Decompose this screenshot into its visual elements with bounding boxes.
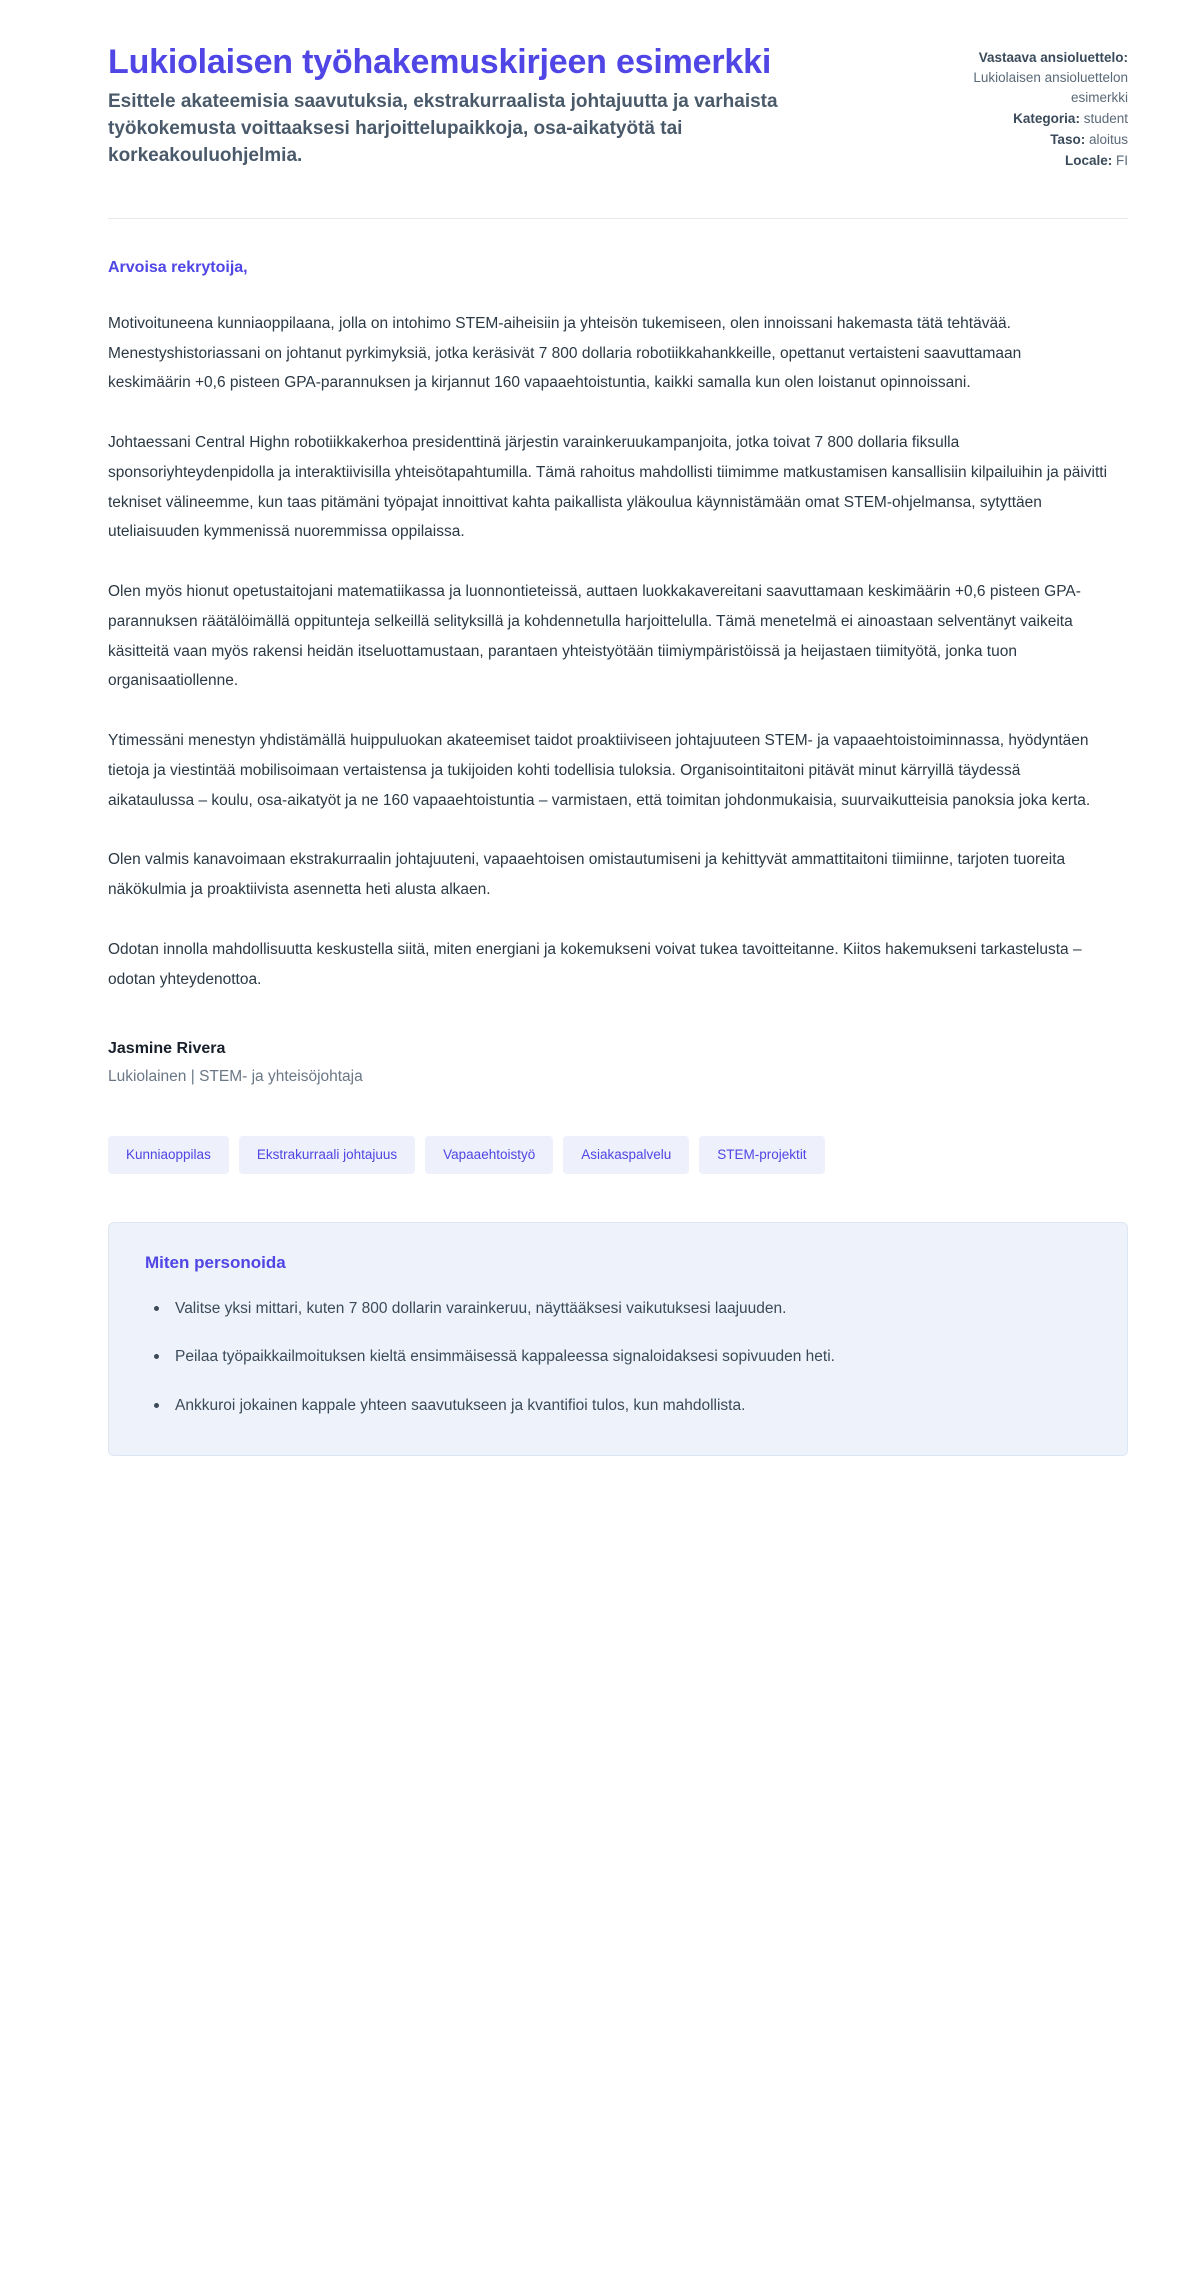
tip-list — [145, 1295, 1091, 1421]
letter-paragraph: Odotan innolla mahdollisuutta keskustella siitä, miten energiani ja kokemukseni voivat tukea tavoitteitanne. Kiitos hakemukseni tarkastelusta – odotan yhteydenottoa. — [108, 940, 1082, 988]
meta-locale-value: FI — [1116, 152, 1128, 168]
letter-paragraph: Johtaessani Central Highn robotiikkakerhoa presidenttinä järjestin varainkeruukampanjoita, jotka toivat 7 800 dollaria fiksulla sponsoriyhteydenpidolla ja interaktiivisilla yhteisötapahtumilla. Tämä rahoitus mahdollisti tiimimme matkustamisen kansallisiin kilpailuihin ja päivitti tekniset välineemme, kun taas pitämäni työpajat innoittivat kahta paikallista yläkoulua käynnistämään omat STEM-ohjelmansa, sytyttäen uteliaisuuden kymmenissä nuoremmissa oppilaissa. — [108, 434, 1108, 541]
tag-chip[interactable]: STEM-projektit — [699, 1136, 824, 1174]
letter-salutation: Arvoisa rekrytoija, — [108, 258, 248, 276]
signature-name: Jasmine Rivera — [108, 1040, 226, 1058]
meta-matching-resume-label: Vastaava ansioluettelo: — [978, 50, 1128, 65]
meta-matching-resume-value: Lukiolaisen ansioluettelon esimerkki — [973, 69, 1128, 105]
meta-level-value: aloitus — [1088, 131, 1128, 147]
meta-category-value: student — [1083, 110, 1128, 126]
meta-locale-label: Locale: — [1064, 152, 1113, 168]
meta-level — [932, 130, 1128, 150]
tip-box-title: Miten personoida — [145, 1252, 286, 1272]
tag-chip[interactable]: Ekstrakurraali johtajuus — [239, 1136, 415, 1174]
cover-letter-body — [108, 219, 1128, 1087]
meta-matching-resume — [932, 48, 1128, 108]
header-title-block — [108, 42, 798, 170]
tag-chip[interactable]: Vapaaehtoistyö — [425, 1136, 553, 1174]
tag-chip[interactable]: Asiakaspalvelu — [563, 1136, 689, 1174]
signature-role: Lukiolainen | STEM- ja yhteisöjohtaja — [108, 1068, 363, 1086]
tip-list-item: Peilaa työpaikkailmoituksen kieltä ensimmäisessä kappaleessa signaloidaksesi sopivuuden heti. — [171, 1343, 1091, 1372]
letter-signature — [108, 1040, 1128, 1086]
tag-list — [108, 1136, 1128, 1174]
letter-paragraph: Olen valmis kanavoimaan ekstrakurraalin johtajuuteni, vapaaehtoisen omistautumiseni ja kehittyvät ammattitaitoni tiimiinne, tarjoten tuoreita näkökulmia ja proaktiivista asennetta heti alusta alkaen. — [108, 851, 1066, 899]
tip-list-item: Ankkuroi jokainen kappale yhteen saavutukseen ja kvantifioi tulos, kun mahdollista. — [171, 1392, 1091, 1421]
document-metadata-panel — [932, 42, 1128, 172]
meta-category — [932, 109, 1128, 129]
letter-paragraph: Ytimessäni menestyn yhdistämällä huippuluokan akateemiset taidot proaktiiviseen johtajuuteen STEM- ja vapaaehtoistoiminnassa, hyödyntäen tietoja ja viestintää mobilisoimaan vertaistensa ja tukijoiden kohti todellisia tuloksia. Organisointitaitoni pitävät minut kärryillä täydessä aikataulussa – koulu, osa-aikatyöt ja ne 160 vapaaehtoistuntia – varmistaen, että toimitan johdonmukaisia, suurvaikutteisia panoksia joka kerta. — [108, 732, 1091, 809]
tip-list-item: Valitse yksi mittari, kuten 7 800 dollarin varainkeruu, näyttääksesi vaikutuksesi laajuuden. — [171, 1295, 1091, 1324]
letter-paragraph: Olen myös hionut opetustaitojani matematiikassa ja luonnontieteissä, auttaen luokkakavereitani saavuttamaan keskimäärin +0,6 pisteen GPA-parannuksen räätälöimällä oppitunteja selkeillä selityksillä ja kohdennetulla harjoittelulla. Tämä menetelmä ei ainoastaan selventänyt vaikeita käsitteitä vaan myös rakensi heidän itseluottamustaan, parantaen yhteistyötään tiimiympäristöissä ja heijastaen tiimityötä, jonka tuon organisaatiollenne. — [108, 583, 1081, 690]
personalization-tip-box — [108, 1222, 1128, 1456]
page-title: Lukiolaisen työhakemuskirjeen esimerkki — [108, 43, 772, 81]
meta-locale — [932, 151, 1128, 171]
meta-category-label: Kategoria: — [1013, 110, 1080, 126]
tag-chip[interactable]: Kunniaoppilas — [108, 1136, 229, 1174]
meta-level-label: Taso: — [1050, 131, 1086, 147]
page-subtitle: Esittele akateemisia saavutuksia, ekstrakurraalista johtajuutta ja varhaista työkokemusta voittaaksesi harjoittelupaikkoja, osa-aikatyötä tai korkeakouluohjelmia. — [108, 91, 778, 167]
letter-paragraph: Motivoituneena kunniaoppilaana, jolla on intohimo STEM-aiheisiin ja yhteisön tukemiseen, olen innoissani hakemasta tätä tehtävää. Menestyshistoriassani on johtanut pyrkimyksiä, jotka keräsivät 7 800 dollaria robotiikkahankkeille, opettanut vertaisteni saavuttamaan keskimäärin +0,6 pisteen GPA-parannuksen ja kirjannut 160 vapaaehtoistuntia, kaikki samalla kun olen loistanut opinnoissani. — [108, 314, 1022, 392]
document-header — [108, 42, 1128, 172]
